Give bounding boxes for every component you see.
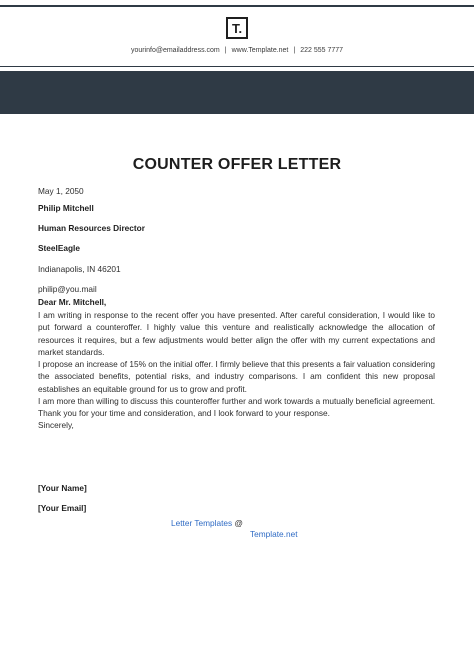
top-rule bbox=[0, 5, 474, 7]
separator: | bbox=[224, 47, 227, 54]
header-phone: 222 555 7777 bbox=[300, 47, 344, 54]
letter-body bbox=[38, 309, 435, 432]
sender-email: [Your Email] bbox=[38, 503, 87, 513]
separator: | bbox=[293, 47, 296, 54]
page-title: COUNTER OFFER LETTER bbox=[132, 156, 342, 173]
recipient-name: Philip Mitchell bbox=[38, 203, 94, 213]
body-paragraph: I am more than willing to discuss this counteroffer further and work towards a mutually beneficial agreement. Thank you for your time and consideration, and I look forward to your response. bbox=[38, 395, 435, 418]
letter-date: May 1, 2050 bbox=[38, 186, 84, 196]
brand-logo bbox=[226, 17, 248, 39]
contact-line bbox=[0, 47, 474, 54]
recipient-title: Human Resources Director bbox=[38, 223, 145, 233]
closing: Sincerely, bbox=[38, 420, 74, 431]
footer-credit bbox=[171, 518, 243, 528]
logo-letter: T. bbox=[231, 20, 243, 36]
header-email: yourinfo@emailaddress.com bbox=[130, 47, 220, 54]
at-sign: @ bbox=[234, 518, 243, 528]
recipient-company: SteelEagle bbox=[38, 243, 80, 253]
body-paragraph: I am writing in response to the recent offer you have presented. After careful consideration, I would like to put forward a counteroffer. I highly value this venture and realistically acknowledge the allocation of resources it requires, but a few adjustments would better align the offer with my current expectations and market standards. bbox=[38, 310, 435, 357]
sender-name: [Your Name] bbox=[38, 483, 87, 493]
letter-templates-link[interactable]: Letter Templates bbox=[171, 518, 233, 528]
header-band bbox=[0, 71, 474, 114]
template-net-link[interactable]: Template.net bbox=[250, 529, 298, 539]
thin-rule bbox=[0, 66, 474, 67]
salutation: Dear Mr. Mitchell, bbox=[38, 297, 107, 307]
recipient-email: philip@you.mail bbox=[38, 284, 97, 294]
header-website: www.Template.net bbox=[231, 47, 289, 54]
body-paragraph: I propose an increase of 15% on the initial offer. I firmly believe that this presents a fair valuation considering the associated benefits, potential risks, and industry comparisons. I am confident this new proposal establishes an equitable ground for us to grow and profit. bbox=[38, 359, 435, 394]
recipient-address: Indianapolis, IN 46201 bbox=[38, 264, 121, 274]
